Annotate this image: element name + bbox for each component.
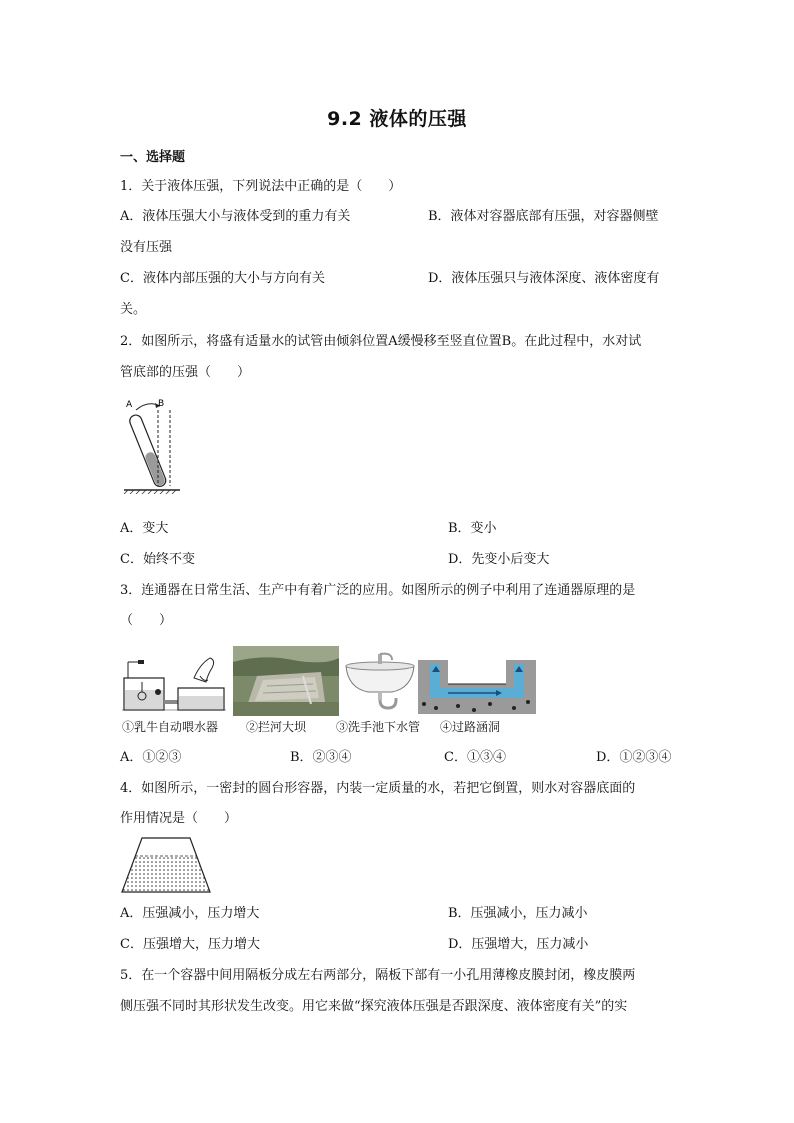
caption-dam: ②拦河大坝 [246, 720, 307, 734]
section-heading: 一、选择题 [120, 150, 186, 165]
q5-stem-line2: 侧压强不同时其形状发生改变。用它来做“探究液体压强是否跟深度、液体密度有关”的实 [120, 999, 628, 1014]
q1-option-b: B．液体对容器底部有压强，对容器侧壁 [428, 209, 659, 224]
q3-option-b: B．②③④ [290, 750, 352, 765]
tube-label-a: A [126, 400, 133, 410]
cow-feeder-figure [120, 648, 230, 716]
q4-option-b: B．压强减小，压力减小 [448, 906, 588, 921]
q1-option-d-cont: 关。 [120, 302, 147, 317]
q2-option-a: A．变大 [120, 521, 169, 536]
q4-option-d: D．压强增大，压力减小 [448, 937, 589, 952]
q2-option-d: D．先变小后变大 [448, 552, 550, 567]
q2-stem-line1: 2．如图所示，将盛有适量水的试管由倾斜位置A缓慢移至竖直位置B。在此过程中，水对试 [120, 334, 642, 349]
q5-stem-line1: 5．在一个容器中间用隔板分成左右两部分，隔板下部有一小孔用薄橡皮膜封闭，橡皮膜两 [120, 968, 636, 983]
q2-option-b: B．变小 [448, 521, 497, 536]
test-tube-figure [118, 396, 182, 494]
q1-option-d: D．液体压强只与液体深度、液体密度有 [428, 271, 660, 286]
culvert-figure [418, 654, 536, 716]
page-title: 9.2 液体的压强 [327, 108, 467, 130]
caption-culvert: ④过路涵洞 [440, 720, 501, 734]
q4-stem-line1: 4．如图所示，一密封的圆台形容器，内装一定质量的水，若把它倒置，则水对容器底面的 [120, 781, 636, 796]
sink-drain-figure [342, 648, 418, 714]
tube-label-b: B [158, 399, 165, 409]
q3-stem-line1: 3．连通器在日常生活、生产中有着广泛的应用。如图所示的例子中利用了连通器原理的是 [120, 583, 636, 598]
caption-sink: ③洗手池下水管 [336, 720, 421, 734]
q3-option-c: C．①③④ [444, 750, 506, 765]
q1-option-b-cont: 没有压强 [120, 240, 173, 255]
caption-cow-feeder: ①乳牛自动喂水器 [122, 720, 219, 734]
q1-option-a: A．液体压强大小与液体受到的重力有关 [120, 209, 351, 224]
q3-option-d: D．①②③④ [596, 750, 672, 765]
dam-photo [233, 646, 339, 716]
q3-option-a: A．①②③ [120, 750, 182, 765]
q2-option-c: C．始终不变 [120, 552, 195, 567]
q2-stem-line2: 管底部的压强（ ） [120, 365, 251, 380]
q4-stem-line2: 作用情况是（ ） [120, 811, 238, 826]
q1-stem: 1．关于液体压强，下列说法中正确的是（ ） [120, 179, 402, 194]
q1-option-c: C．液体内部压强的大小与方向有关 [120, 271, 325, 286]
q4-option-a: A．压强减小，压力增大 [120, 906, 260, 921]
q4-option-c: C．压强增大，压力增大 [120, 937, 260, 952]
frustum-container-figure [118, 836, 214, 896]
q3-stem-line2: （ ） [120, 613, 173, 628]
